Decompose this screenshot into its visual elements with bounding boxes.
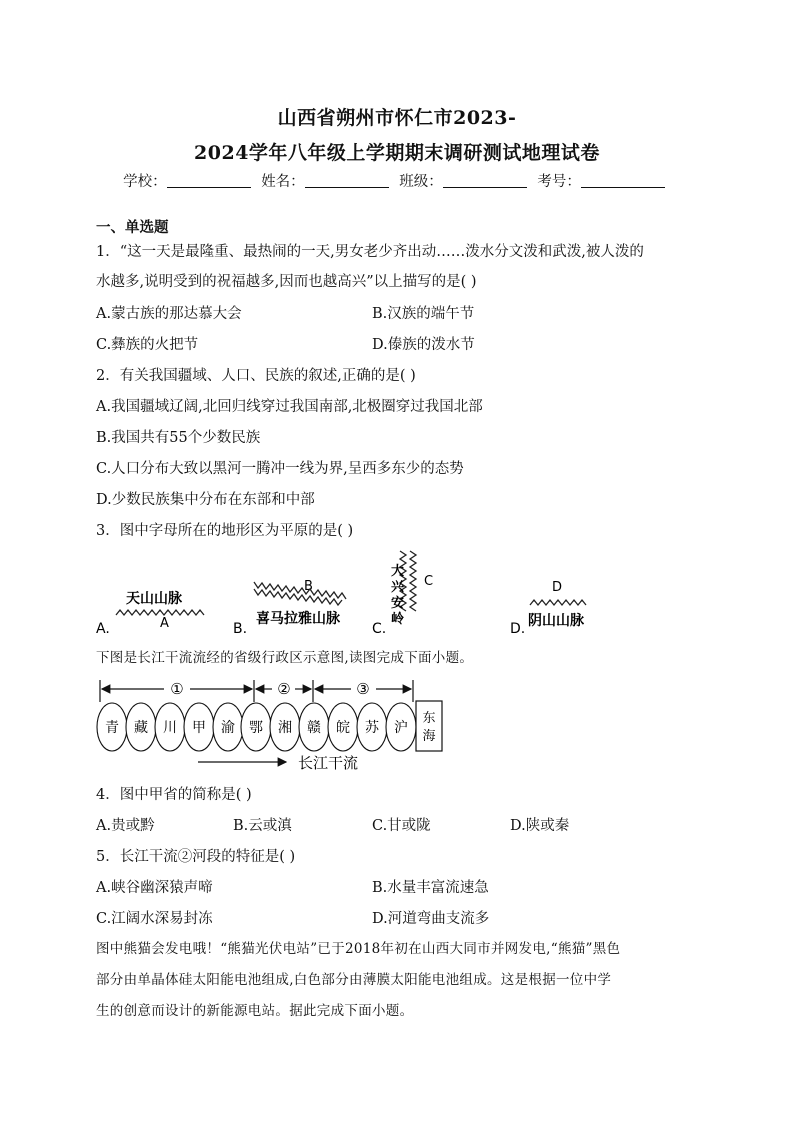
student-info-line [0, 170, 794, 191]
q5-stem: 5．长江干流②河段的特征是( ) [96, 849, 296, 865]
q2-option-c[interactable]: C.人口分布大致以黑河一腾冲一线为界,呈西多东少的态势 [96, 461, 464, 477]
province-gan: 赣 [307, 720, 321, 736]
yinshan-label: 阴山山脉 [528, 613, 584, 629]
school-label: 学校： [123, 174, 167, 190]
panda-intro-line-1: 图中熊猫会发电哦！“熊猫光伏电站”已于2018年初在山西大同市并网发电,“熊猫”黑色 [96, 941, 621, 957]
q2-stem: 2．有关我国疆域、人口、民族的叙述,正确的是( ) [96, 368, 416, 384]
province-chuan: 川 [163, 720, 177, 736]
q3-letter-b: B [304, 579, 313, 594]
east-sea-char-1: 东 [422, 711, 436, 726]
q3-letter-d: D [552, 580, 563, 595]
q3-letter-c: C [424, 574, 434, 589]
section-heading: 一、单选题 [96, 219, 169, 236]
daxinganling-char-2: 兴 [391, 580, 405, 595]
exam-number-blank[interactable] [581, 173, 665, 188]
q1-stem-line-1: 1．“这一天是最隆重、最热闹的一天,男女老少齐出动……泼水分文泼和武泼,被人泼的 [96, 244, 644, 260]
name-blank[interactable] [305, 173, 389, 188]
q1-stem-line-2: 水越多,说明受到的祝福越多,因而也越高兴”以上描写的是( ) [96, 274, 477, 290]
himalaya-mountain-symbol [254, 582, 346, 605]
title-line-1: 山西省朔州市怀仁市2023- [277, 107, 517, 129]
q3-option-b-label[interactable]: B. [233, 621, 248, 637]
q3-figure [90, 545, 610, 640]
q4-option-c[interactable]: C.甘或陇 [372, 818, 431, 834]
daxinganling-char-1: 大 [391, 564, 405, 579]
q3-option-c-label[interactable]: C. [372, 621, 387, 637]
province-hu: 沪 [394, 720, 408, 736]
q1-option-a[interactable]: A.蒙古族的那达慕大会 [96, 306, 242, 322]
title-line-2: 2024学年八年级上学期期末调研测试地理试卷 [194, 142, 600, 164]
exam-number-label: 考号： [537, 174, 581, 190]
school-blank[interactable] [167, 173, 251, 188]
province-e: 鄂 [249, 720, 263, 736]
yangtze-intro: 下图是长江干流流经的省级行政区示意图,读图完成下面小题。 [96, 650, 474, 666]
class-label: 班级： [399, 174, 443, 190]
q4-stem: 4．图中甲省的简称是( ) [96, 787, 252, 803]
q3-option-d-label[interactable]: D. [510, 621, 526, 637]
q5-option-a[interactable]: A.峡谷幽深猿声啼 [96, 880, 213, 896]
q3-letter-a: A [160, 616, 169, 631]
himalaya-label: 喜马拉雅山脉 [256, 611, 340, 627]
daxinganling-char-4: 岭 [391, 612, 405, 627]
segment-3-label: ③ [356, 680, 370, 698]
province-wan: 皖 [336, 720, 350, 736]
province-xiang: 湘 [278, 720, 292, 736]
q1-option-d[interactable]: D.傣族的泼水节 [372, 337, 475, 353]
name-label: 姓名： [261, 174, 305, 190]
province-yu: 渝 [221, 720, 235, 736]
q1-option-c[interactable]: C.彝族的火把节 [96, 337, 199, 353]
panda-intro-line-2: 部分由单晶体硅太阳能电池组成,白色部分由薄膜太阳能电池组成。这是根据一位中学 [96, 972, 612, 988]
province-qing: 青 [105, 720, 119, 736]
tianshan-label: 天山山脉 [126, 591, 182, 607]
tianshan-mountain-symbol [116, 610, 204, 615]
province-su: 苏 [365, 720, 379, 736]
q4-option-a[interactable]: A.贵或黔 [96, 818, 155, 834]
segment-2-label: ② [277, 680, 291, 698]
q4-option-d[interactable]: D.陕或秦 [510, 818, 570, 834]
flow-label: 长江干流 [298, 754, 359, 772]
q1-option-b[interactable]: B.汉族的端午节 [372, 306, 475, 322]
q2-option-b[interactable]: B.我国共有55个少数民族 [96, 430, 261, 446]
q5-option-b[interactable]: B.水量丰富流速急 [372, 880, 489, 896]
daxinganling-char-3: 安 [391, 596, 405, 611]
province-zang: 藏 [134, 720, 148, 736]
q5-option-d[interactable]: D.河道弯曲支流多 [372, 911, 490, 927]
east-sea-char-2: 海 [422, 729, 436, 744]
q4-option-b[interactable]: B.云或滇 [233, 818, 292, 834]
q2-option-d[interactable]: D.少数民族集中分布在东部和中部 [96, 492, 315, 508]
yinshan-mountain-symbol [530, 600, 586, 605]
panda-intro-line-3: 生的创意而设计的新能源电站。据此完成下面小题。 [96, 1003, 414, 1019]
segment-1-label: ① [170, 680, 184, 698]
q5-option-c[interactable]: C.江阔水深易封冻 [96, 911, 213, 927]
province-jia: 甲 [192, 720, 206, 736]
q3-option-a-label[interactable]: A. [96, 621, 110, 637]
class-blank[interactable] [443, 173, 527, 188]
yangtze-figure [94, 672, 444, 778]
q3-stem: 3．图中字母所在的地形区为平原的是( ) [96, 523, 354, 539]
q2-option-a[interactable]: A.我国疆域辽阔,北回归线穿过我国南部,北极圈穿过我国北部 [96, 399, 483, 415]
